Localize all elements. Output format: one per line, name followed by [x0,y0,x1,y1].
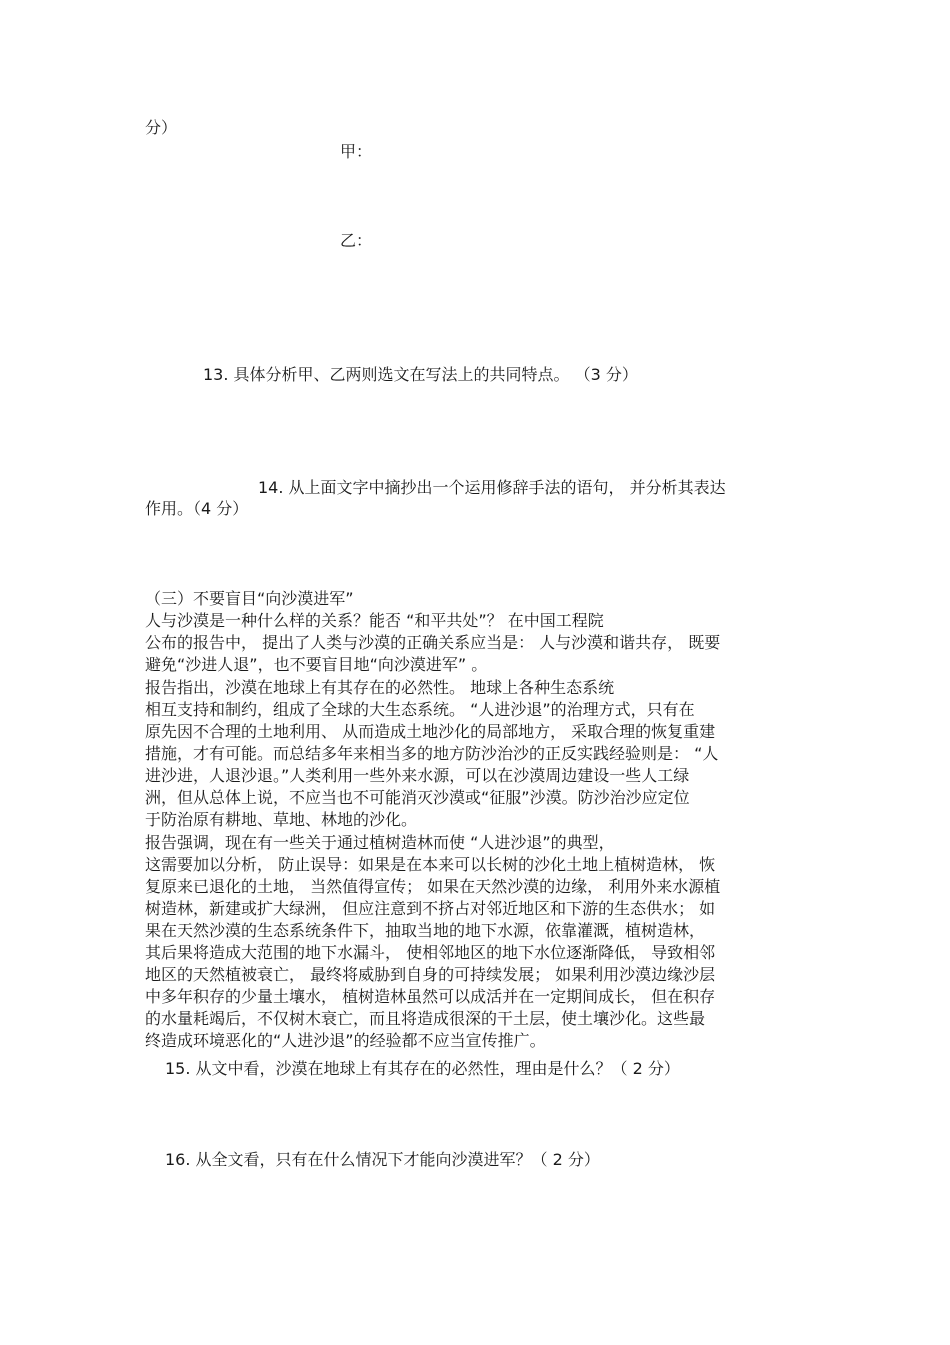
paragraph-line: 人与沙漠是一种什么样的关系？能否 “和平共处”？ 在中国工程院 [145,611,604,630]
paragraph-line: 其后果将造成大范围的地下水漏斗， 使相邻地区的地下水位逐渐降低， 导致相邻 [145,943,716,962]
section-title: （三）不要盲目“向沙漠进军” [145,589,354,608]
paragraph-line: 措施，才有可能。而总结多年来相当多的地方防沙治沙的正反实践经验则是： “人 [145,744,719,763]
paragraph-2 [145,677,810,831]
paragraph-1 [145,610,810,676]
paragraph-line: 这需要加以分析， 防止误导：如果是在本来可以长树的沙化土地上植树造林， 恢 [145,855,716,874]
paragraph-line: 报告指出，沙漠在地球上有其存在的必然性。 地球上各种生态系统 [145,678,615,697]
paragraph-line: 的水量耗竭后，不仅树木衰亡，而且将造成很深的干土层，使土壤沙化。这些最 [145,1009,706,1028]
paragraph-line: 地区的天然植被衰亡， 最终将威胁到自身的可持续发展； 如果利用沙漠边缘沙层 [145,965,716,984]
paragraph-line: 复原来已退化的土地， 当然值得宣传； 如果在天然沙漠的边缘， 利用外来水源植 [145,877,721,896]
question-15: 15. 从文中看，沙漠在地球上有其存在的必然性，理由是什么？（ 2 分） [165,1059,680,1078]
paragraph-line: 进沙进，人退沙退。”人类利用一些外来水源，可以在沙漠周边建设一些人工绿 [145,766,690,785]
paragraph-line: 树造林，新建或扩大绿洲， 但应注意到不挤占对邻近地区和下游的生态供水； 如 [145,899,716,918]
paragraph-line: 报告强调，现在有一些关于通过植树造林而使 “人进沙退”的典型， [145,833,615,852]
answer-label-yi: 乙： [340,231,373,250]
question-14-line-2: 作用。（4 分） [145,499,249,518]
paragraph-line: 于防治原有耕地、草地、林地的沙化。 [145,810,418,829]
paragraph-line: 洲，但从总体上说，不应当也不可能消灭沙漠或“征服”沙漠。防沙治沙应定位 [145,788,690,807]
paragraph-line: 终造成环境恶化的“人进沙退”的经验都不应当宣传推广。 [145,1031,546,1050]
paragraph-line: 公布的报告中， 提出了人类与沙漠的正确关系应当是： 人与沙漠和谐共存， 既要 [145,633,721,652]
paragraph-line: 果在天然沙漠的生态系统条件下，抽取当地的地下水源，依靠灌溉，植树造林， [145,921,706,940]
paragraph-line: 避免“沙进人退”，也不要盲目地“向沙漠进军” 。 [145,655,488,674]
paragraph-line: 相互支持和制约，组成了全球的大生态系统。 “人进沙退”的治理方式，只有在 [145,700,695,719]
fen-fragment: 分） [145,118,178,137]
paragraph-line: 中多年积存的少量土壤水， 植树造林虽然可以成活并在一定期间成长， 但在积存 [145,987,716,1006]
paragraph-line: 原先因不合理的土地利用、 从而造成土地沙化的局部地方， 采取合理的恢复重建 [145,722,716,741]
question-13: 13. 具体分析甲、乙两则选文在写法上的共同特点。 （3 分） [203,365,638,384]
answer-label-jia: 甲： [340,142,373,161]
question-14-line-1: 14. 从上面文字中摘抄出一个运用修辞手法的语句， 并分析其表达 [258,478,726,497]
paragraph-3 [145,832,810,1052]
question-16: 16. 从全文看，只有在什么情况下才能向沙漠进军？（ 2 分） [165,1150,600,1169]
